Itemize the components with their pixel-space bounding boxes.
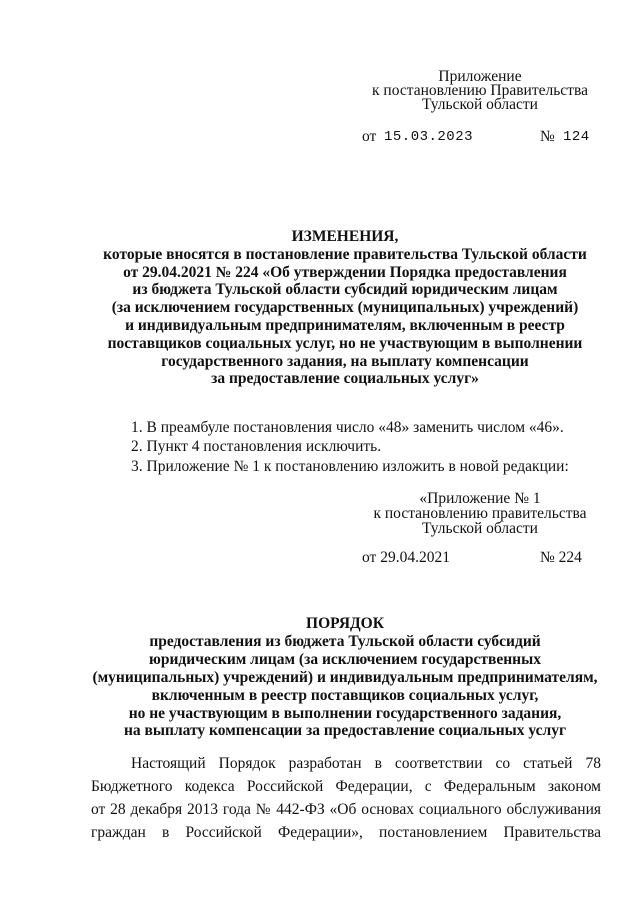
body-line: Настоящий Порядок разработан в соответствии со статьей 78 (131, 755, 601, 772)
order-title: ПОРЯДОК (306, 615, 384, 632)
order-subtitle-line: на выплату компенсации за предоставление социальных услуг (123, 722, 567, 739)
new-appendix-resolution-line: к постановлению правительства (373, 505, 587, 522)
changes-title: ИЗМЕНЕНИЯ, (291, 228, 399, 245)
change-item: 1. В преамбуле постановления число «48» заменить числом «46». (131, 419, 564, 436)
appendix-label: Приложение (438, 68, 522, 85)
order-subtitle-line: (муниципальных) учреждений) и индивидуальным предпринимателям, (92, 669, 598, 686)
date-prefix: от (362, 128, 377, 145)
order-subtitle-line: юридическим лицам (за исключением государственных (149, 651, 541, 668)
order-subtitle-line: включенным в реестр поставщиков социальных услуг, (151, 687, 539, 704)
appendix-region-line: Тульской области (422, 96, 538, 113)
changes-subtitle-line: (за исключением государственных (муниципальных) учреждений) (111, 299, 579, 316)
changes-subtitle-line: и индивидуальным предпринимателям, включенным в реестр (125, 317, 565, 334)
change-item: 2. Пункт 4 постановления исключить. (131, 438, 382, 455)
changes-subtitle-line: государственного задания, на выплату компенсации (161, 353, 529, 370)
stamped-number: 124 (563, 129, 590, 145)
body-line: Бюджетного кодекса Российской Федерации, с Федеральным законом (91, 778, 601, 795)
changes-subtitle-line: поставщиков социальных услуг, но не участвующим в выполнении (107, 335, 583, 352)
new-appendix-number: № 224 (540, 549, 582, 566)
changes-subtitle-line: от 29.04.2021 № 224 «Об утверждении Порядка предоставления (123, 264, 567, 281)
new-appendix-region-line: Тульской области (422, 520, 538, 537)
order-subtitle-line: предоставления из бюджета Тульской области субсидий (149, 633, 541, 650)
body-line: граждан в Российской Федерации», постановлением Правительства (91, 824, 601, 841)
order-subtitle-line: но не участвующим в выполнении государственного задания, (128, 705, 562, 722)
new-appendix-date: от 29.04.2021 (362, 549, 450, 566)
changes-subtitle-line: из бюджета Тульской области субсидий юридическим лицам (132, 281, 558, 298)
change-item: 3. Приложение № 1 к постановлению изложить в новой редакции: (131, 458, 569, 475)
body-line: от 28 декабря 2013 года № 442-ФЗ «Об основах социального обслуживания (91, 801, 601, 818)
stamped-date: 15.03.2023 (384, 129, 474, 145)
changes-subtitle-line: которые вносятся в постановление правительства Тульской области (103, 246, 587, 263)
appendix-resolution-line: к постановлению Правительства (372, 82, 588, 99)
changes-subtitle-line: за предоставление социальных услуг» (211, 370, 479, 387)
number-prefix: № (540, 128, 555, 145)
new-appendix-label: «Приложение № 1 (419, 490, 541, 507)
